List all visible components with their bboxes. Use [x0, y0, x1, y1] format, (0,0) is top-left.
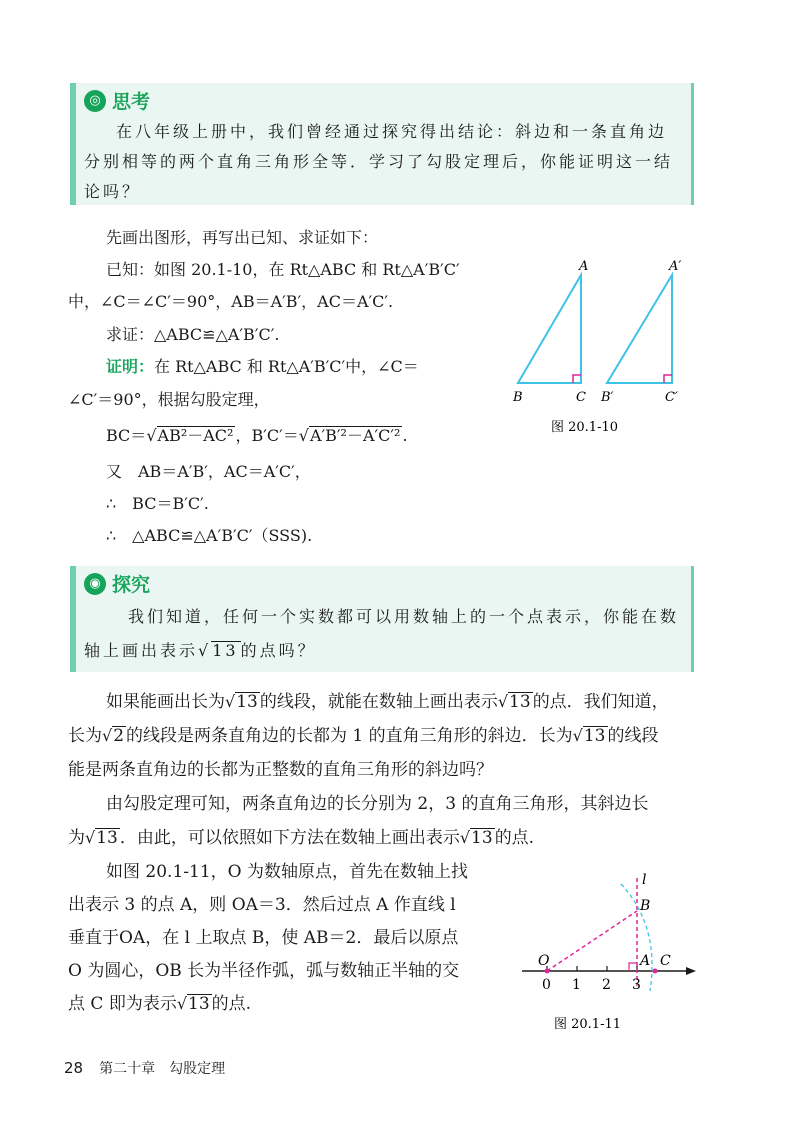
line-therefore-2: ∴ △ABC≌△A′B′C′（SSS).	[106, 526, 313, 545]
figure-1-caption: 图 20.1-10	[551, 420, 619, 435]
tick-label-2: 2	[602, 977, 611, 993]
radicand-13: 13	[583, 726, 606, 746]
line-you: 又 AB＝A′B′，AC＝A′C′，	[106, 462, 311, 481]
radicand-13: 13	[236, 692, 258, 712]
radical-sign: √	[225, 692, 236, 711]
explore-text-2a: 轴上画出表示	[84, 641, 199, 660]
para2-l2b: ．由此，可以依照如下方法在数轴上画出表示	[119, 828, 460, 848]
lightbulb-icon: ◎	[84, 90, 106, 112]
think-title-text: 思考	[112, 91, 151, 113]
label-l: l	[642, 872, 647, 888]
radicand-2: 2	[113, 726, 125, 746]
segment-ob	[547, 911, 637, 971]
radical-sign: √	[146, 426, 157, 445]
radical-sign: √	[572, 726, 583, 745]
para1-l1b: 的线段，就能在数轴上画出表示	[259, 692, 498, 712]
prove-line: 求证：△ABC≌△A′B′C′.	[106, 325, 280, 344]
tick-label-1: 1	[572, 977, 581, 993]
explore-box	[70, 566, 694, 672]
para1-line-2	[68, 724, 659, 748]
para3-l5b: 的点.	[211, 994, 252, 1014]
para2-line-2	[68, 826, 534, 850]
label-c: C	[576, 390, 586, 405]
explore-icon: ◉	[84, 573, 106, 595]
label-b-prime: B′	[601, 390, 614, 405]
para3-line-1: 如图 20.1-11，O 为数轴原点，首先在数轴上找	[106, 862, 468, 882]
bc-end: .	[402, 426, 408, 445]
bc-formula	[106, 424, 408, 448]
para2-l2a: 为	[68, 828, 85, 848]
label-b: B	[640, 898, 651, 914]
radicand-13: 13	[471, 828, 493, 848]
para3-line-5	[68, 992, 251, 1016]
think-box	[70, 83, 694, 205]
page-number: 28	[64, 1059, 84, 1077]
point-o	[545, 969, 550, 974]
radicand-13: 13	[96, 828, 118, 848]
para2-line-1: 由勾股定理可知，两条直角边的长分别为 2，3 的直角三角形，其斜边长	[106, 794, 649, 814]
para2-l2c: 的点.	[494, 828, 535, 848]
radical-sign: √	[198, 641, 212, 660]
radical-sign: √	[459, 828, 471, 847]
given-line-2: 中，∠C＝∠C′＝90°，AB＝A′B′，AC＝A′C′.	[68, 292, 394, 311]
explore-text-2b: 的点吗？	[240, 641, 317, 660]
proof-label: 证明：	[106, 357, 155, 376]
para1-line-3: 能是两条直角边的长都为正整数的直角三角形的斜边吗？	[68, 760, 493, 780]
bc-mid: ，B′C′＝	[235, 426, 299, 445]
label-a: A	[579, 259, 589, 274]
explore-text-1: 我们知道，任何一个实数都可以用数轴上的一个点表示，你能在数	[128, 607, 680, 626]
bc-radicand: AB²－AC²	[157, 426, 234, 445]
label-a: A	[640, 953, 651, 969]
right-angle-mark-a	[629, 963, 637, 971]
radical-sign: √	[298, 426, 309, 445]
triangle-abc	[518, 275, 581, 383]
radical-sign: √	[85, 828, 96, 847]
page-footer	[64, 1058, 225, 1078]
proof-line-1	[106, 355, 419, 379]
figure-2-caption: 图 20.1-11	[554, 1017, 622, 1032]
para3-line-3: 垂直于OA，在 l 上取点 B，使 AB＝2．最后以原点	[68, 928, 459, 948]
label-o: O	[538, 953, 550, 969]
radicand-13: 13	[509, 692, 531, 712]
radical-sign: √	[102, 726, 113, 745]
number-line-arrow	[686, 967, 696, 975]
tick-label-3: 3	[632, 977, 641, 993]
label-c: C	[660, 953, 671, 969]
label-a-prime: A′	[669, 259, 682, 274]
explore-text-2	[84, 636, 683, 666]
para1-l2b: 的线段是两条直角边的长都为 1 的直角三角形的斜边．长为	[126, 726, 573, 746]
para1-l2a: 长为	[68, 726, 102, 746]
para3-line-2: 出表示 3 的点 A，则 OA＝3．然后过点 A 作直线 l	[68, 895, 456, 915]
explore-title	[84, 570, 150, 597]
given-line-1: 已知：如图 20.1-10，在 Rt△ABC 和 Rt△A′B′C′	[106, 260, 460, 279]
proof-intro: 先画出图形，再写出已知、求证如下：	[106, 228, 379, 247]
para1-line-1	[106, 690, 669, 714]
radicand-13: 13	[188, 994, 210, 1014]
label-c-prime: C′	[665, 390, 678, 405]
figure-20-1-10	[505, 255, 705, 440]
right-angle-mark-c	[573, 375, 581, 383]
para3-l5a: 点 C 即为表示	[68, 994, 177, 1014]
bc-left: BC＝	[106, 426, 147, 445]
label-b: B	[513, 390, 523, 405]
para1-l1a: 如果能画出长为	[106, 692, 225, 712]
right-angle-mark-c2	[664, 375, 672, 383]
radical-sign: √	[176, 994, 188, 1013]
para1-l1c: 的点．我们知道，	[532, 692, 669, 712]
point-c	[653, 969, 658, 974]
explore-title-text: 探究	[112, 574, 151, 596]
para1-l2c: 的线段	[607, 726, 659, 746]
bc-radicand-2: A′B′²－A′C′²	[309, 426, 401, 445]
proof-line-2: ∠C′＝90°，根据勾股定理，	[68, 390, 270, 409]
chapter-title: 第二十章 勾股定理	[99, 1061, 226, 1077]
explore-radicand: 13	[212, 641, 239, 660]
figure-20-1-11	[510, 866, 710, 1036]
proof-line-1-text: 在 Rt△ABC 和 Rt△A′B′C′中，∠C＝	[154, 357, 419, 376]
think-title	[84, 87, 150, 114]
think-text: 在八年级上册中，我们曾经通过探究得出结论：斜边和一条直角边分别相等的两个直角三角形全等．学习了勾股定理后，你能证明这一结论吗？	[84, 122, 674, 201]
line-therefore-1: ∴ BC＝B′C′.	[106, 494, 209, 513]
triangle-a2b2c2	[607, 275, 672, 383]
para3-line-4: O 为圆心，OB 长为半径作弧，弧与数轴正半轴的交	[68, 961, 460, 981]
tick-label-0: 0	[542, 977, 551, 993]
radical-sign: √	[497, 692, 509, 711]
